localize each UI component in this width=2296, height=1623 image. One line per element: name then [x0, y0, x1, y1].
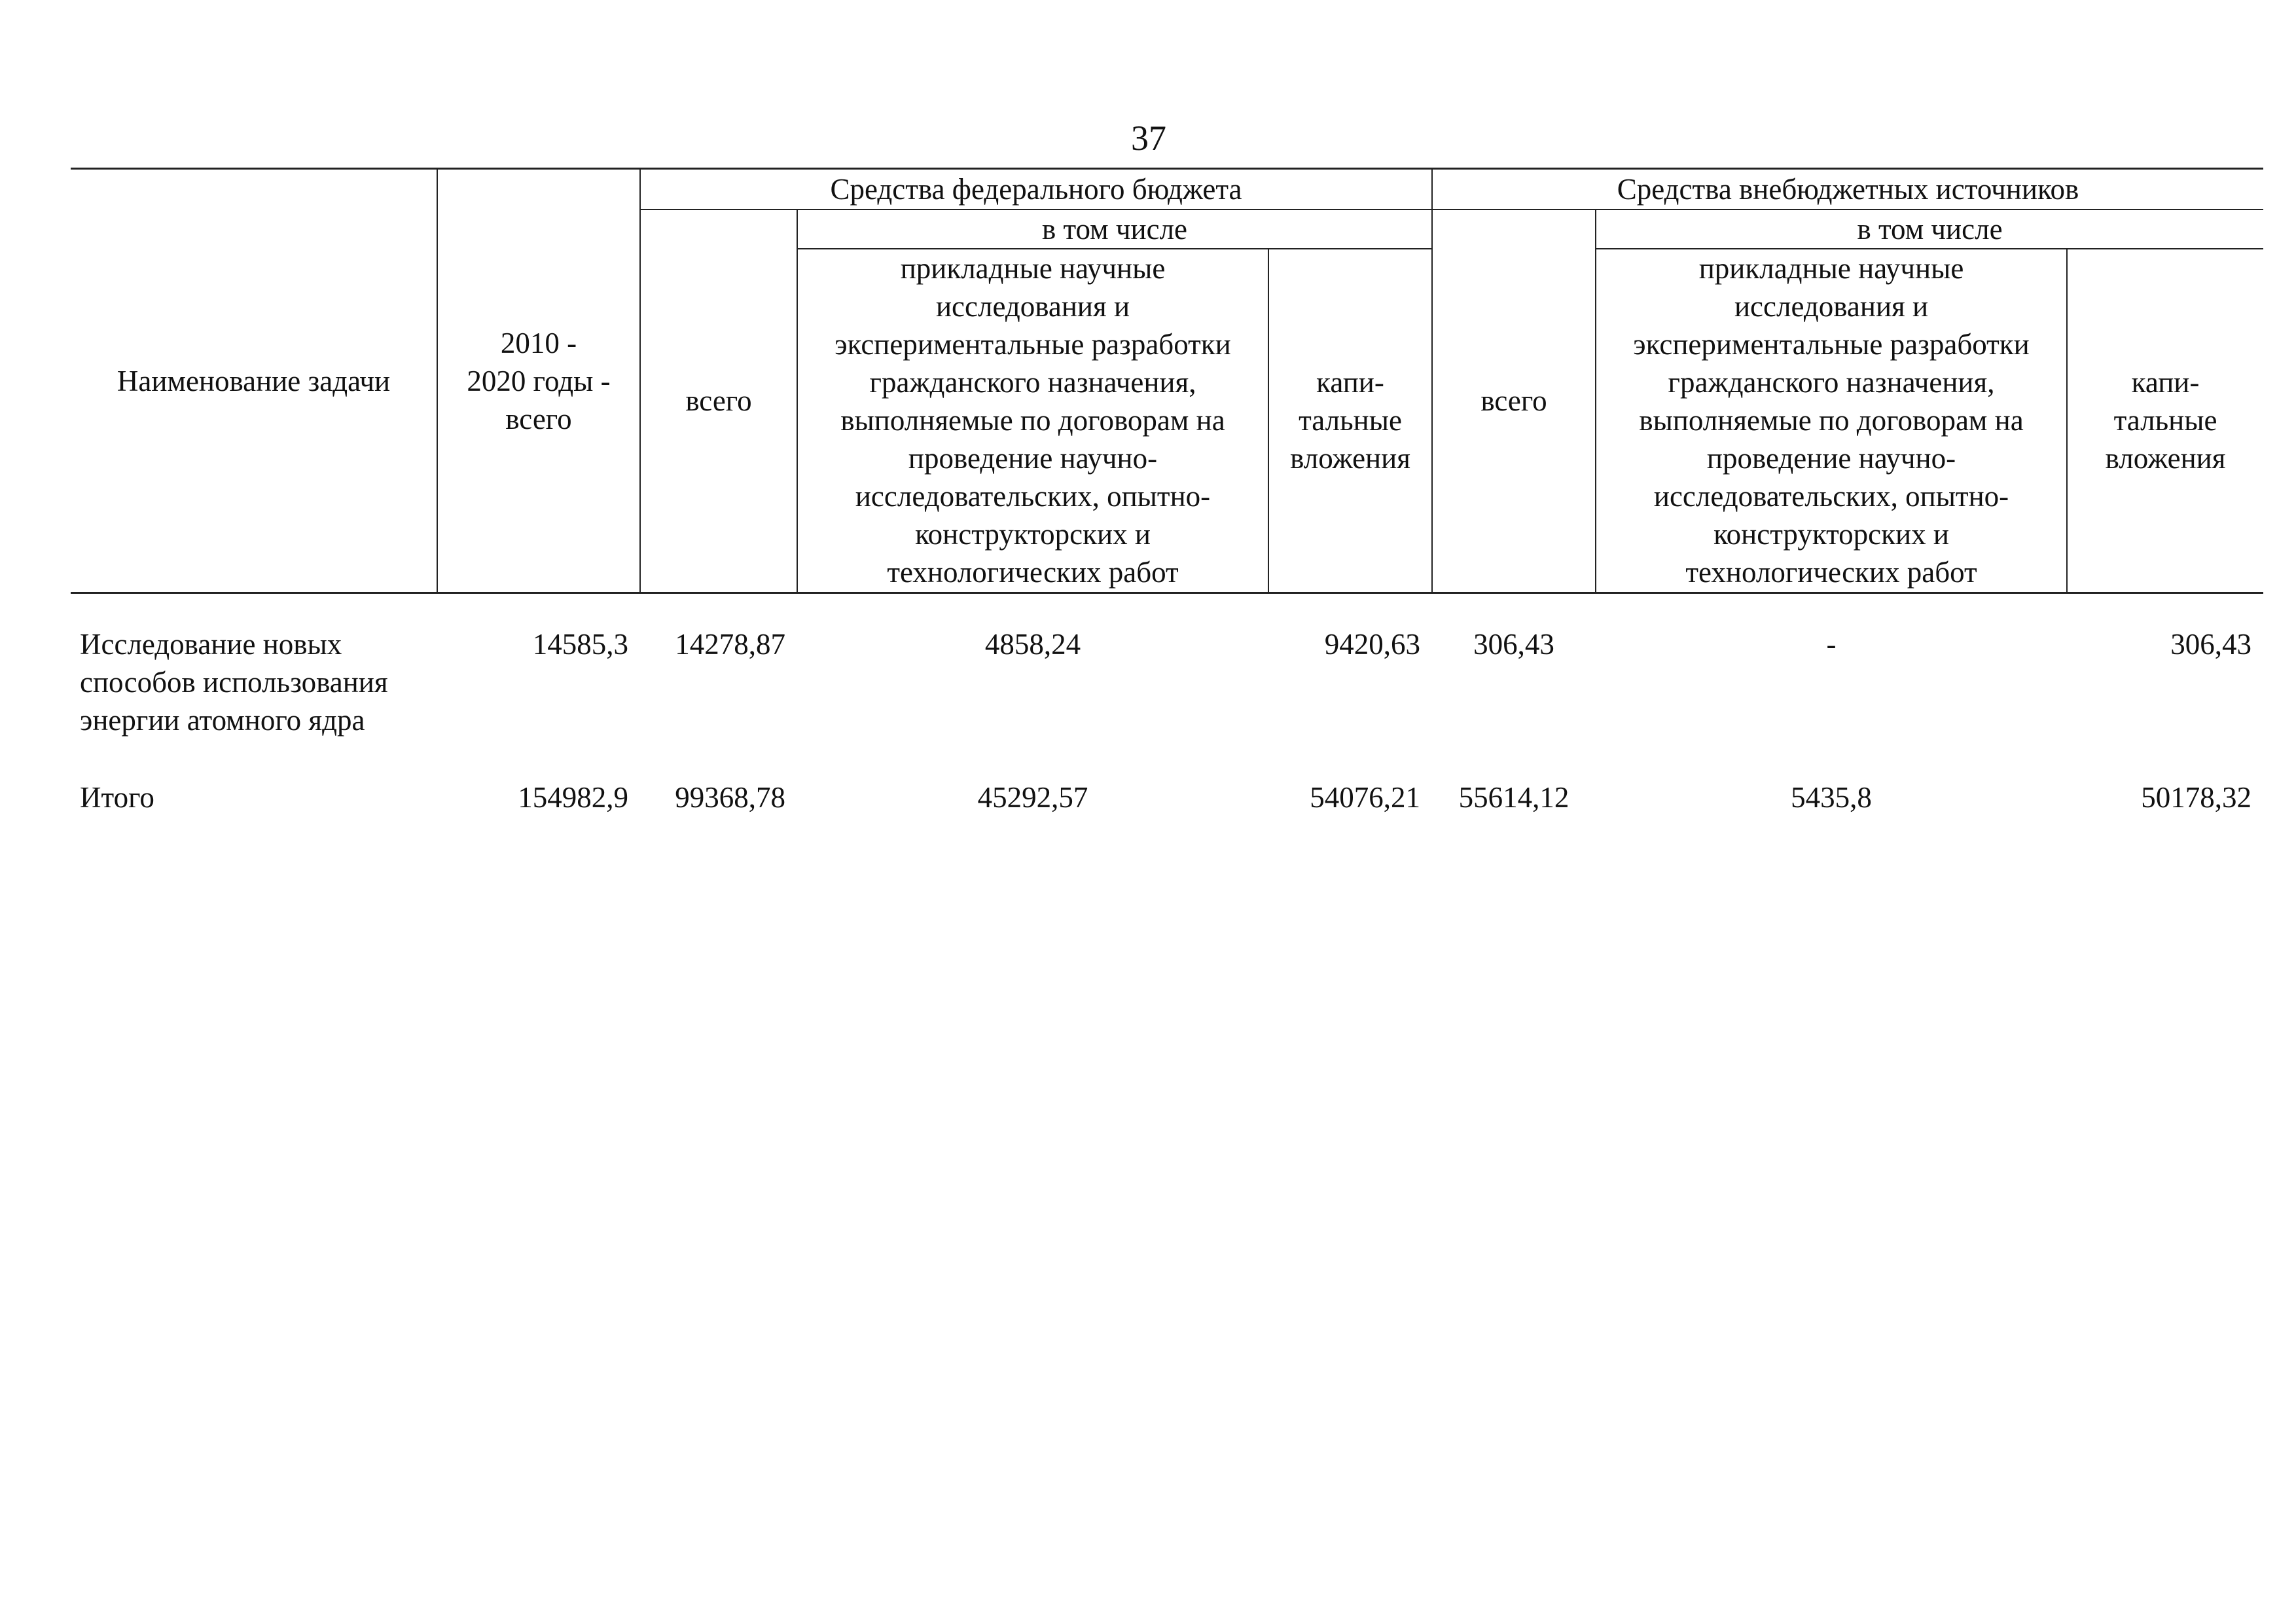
federal-total-cell: 14278,87 — [675, 628, 785, 661]
header-extra-applied: прикладные научные исследования и экспериментальные разработки гражданского назначения, выполняемые по договорам на проведение научно- исследовательских, опытно- конструкторских и технологических работ — [1596, 249, 2067, 593]
header-task-name — [71, 169, 437, 593]
extra-applied-cell: 5435,8 — [1791, 781, 1872, 814]
header-extra-including: в том числе — [1596, 210, 2263, 249]
extra-total-cell: 55614,12 — [1458, 781, 1570, 814]
header-federal-applied: прикладные научные исследования и экспериментальные разработки гражданского назначения, выполняемые по договорам на проведение научно- исследовательских, опытно- конструкторских и технологических работ — [797, 249, 1268, 593]
task-name-cell: Исследование новых способов использования энергии атомного ядра — [80, 628, 388, 737]
header-federal-budget: Средства федерального бюджета — [640, 169, 1432, 210]
federal-capital-cell: 54076,21 — [1310, 781, 1421, 814]
total-period-cell: 14585,3 — [532, 628, 628, 661]
header-total-period: 2010 - 2020 годы - всего — [437, 169, 640, 593]
table-row — [71, 625, 2263, 739]
funding-table — [71, 168, 2263, 816]
header-federal-capital: капи- тальные вложения — [1268, 249, 1432, 593]
table-header — [71, 169, 2263, 593]
extra-applied-cell: - — [1826, 628, 1837, 661]
federal-applied-cell: 45292,57 — [977, 781, 1088, 814]
extra-capital-cell: 306,43 — [2170, 628, 2252, 661]
federal-total-cell: 99368,78 — [675, 781, 785, 814]
header-federal-total: всего — [640, 210, 797, 593]
table-row-total — [71, 778, 2263, 816]
header-extra-capital: капи- тальные вложения — [2067, 249, 2263, 593]
header-extra-total: всего — [1432, 210, 1596, 593]
total-period-cell: 154982,9 — [518, 781, 628, 814]
header-task-name-label: Наименование задачи — [117, 364, 391, 397]
federal-applied-cell: 4858,24 — [984, 628, 1081, 661]
page-number: 37 — [1131, 119, 1166, 158]
header-federal-including: в том числе — [797, 210, 1432, 249]
extra-total-cell: 306,43 — [1473, 628, 1554, 661]
header-extrabudgetary: Средства внебюджетных источников — [1432, 169, 2263, 210]
federal-capital-cell: 9420,63 — [1324, 628, 1421, 661]
table-body — [71, 593, 2263, 817]
extra-capital-cell: 50178,32 — [2141, 781, 2252, 814]
task-name-cell: Итого — [80, 781, 154, 814]
